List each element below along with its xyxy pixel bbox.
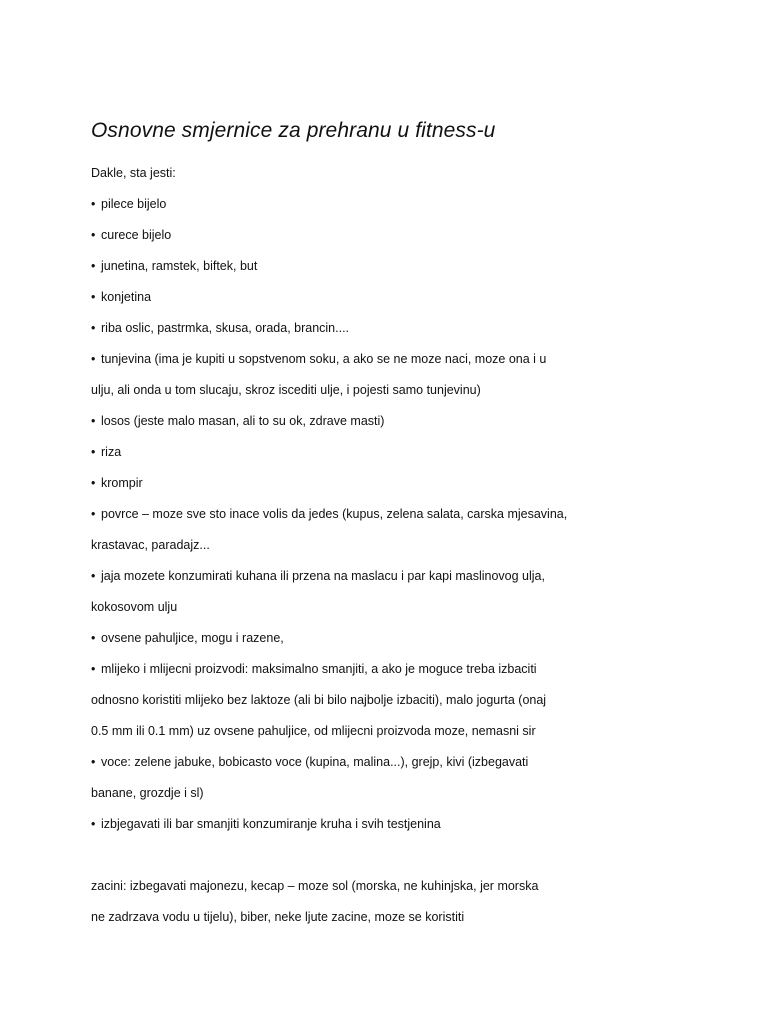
bullet-icon: • xyxy=(91,569,96,583)
list-item-text: curece bijelo xyxy=(101,228,172,242)
list-item-text: krompir xyxy=(101,476,143,490)
list-item-continuation xyxy=(91,685,691,716)
list-item-text: voce: zelene jabuke, bobicasto voce (kupina, malina...), grejp, kivi (izbegavati xyxy=(101,755,529,769)
bullet-icon: • xyxy=(91,445,96,459)
list-item-text: odnosno koristiti mlijeko bez laktoze (ali bi bilo najbolje izbaciti), malo jogurta (onaj xyxy=(91,693,547,707)
paragraph-line: ne zadrzava vodu u tijelu), biber, neke ljute zacine, moze se koristiti xyxy=(91,910,465,924)
list-item xyxy=(91,313,691,344)
list-item-text: 0.5 mm ili 0.1 mm) uz ovsene pahuljice, od mlijecni proizvoda moze, nemasni sir xyxy=(91,724,536,738)
bullet-icon: • xyxy=(91,476,96,490)
list-item-continuation xyxy=(91,375,691,406)
list-item-text: konjetina xyxy=(101,290,152,304)
bullet-icon: • xyxy=(91,817,96,831)
bullet-icon: • xyxy=(91,662,96,676)
list-item-continuation xyxy=(91,778,691,809)
list-item-text: ulju, ali onda u tom slucaju, skroz iscediti ulje, i pojesti samo tunjevinu) xyxy=(91,383,481,397)
list-item xyxy=(91,468,691,499)
list-item xyxy=(91,654,691,685)
spacer xyxy=(91,840,691,871)
list-item-text: krastavac, paradajz... xyxy=(91,538,210,552)
list-item-text: izbjegavati ili bar smanjiti konzumiranje kruha i svih testjenina xyxy=(101,817,441,831)
list-item xyxy=(91,189,691,220)
list-item xyxy=(91,282,691,313)
bullet-icon: • xyxy=(91,755,96,769)
bullet-icon: • xyxy=(91,352,96,366)
bullet-icon: • xyxy=(91,631,96,645)
list-item-text: jaja mozete konzumirati kuhana ili przena na maslacu i par kapi maslinovog ulja, xyxy=(101,569,545,583)
list-item xyxy=(91,809,691,840)
list-item-text: kokosovom ulju xyxy=(91,600,178,614)
bullet-icon: • xyxy=(91,414,96,428)
list-item-text: pilece bijelo xyxy=(101,197,167,211)
bullet-icon: • xyxy=(91,290,96,304)
list-item xyxy=(91,251,691,282)
list-item xyxy=(91,747,691,778)
spices-paragraph xyxy=(91,871,691,933)
bullet-icon: • xyxy=(91,259,96,273)
list-item-text: banane, grozdje i sl) xyxy=(91,786,204,800)
list-item-continuation xyxy=(91,530,691,561)
list-item-text: losos (jeste malo masan, ali to su ok, zdrave masti) xyxy=(101,414,385,428)
list-item xyxy=(91,437,691,468)
list-item xyxy=(91,499,691,530)
bullet-icon: • xyxy=(91,228,96,242)
list-item-text: junetina, ramstek, biftek, but xyxy=(101,259,258,273)
list-item xyxy=(91,344,691,375)
bullet-icon: • xyxy=(91,197,96,211)
page-title: Osnovne smjernice za prehranu u fitness-u xyxy=(91,119,496,142)
list-item-text: povrce – moze sve sto inace volis da jedes (kupus, zelena salata, carska mjesavina, xyxy=(101,507,568,521)
list-item xyxy=(91,561,691,592)
list-item-text: mlijeko i mlijecni proizvodi: maksimalno smanjiti, a ako je moguce treba izbaciti xyxy=(101,662,537,676)
list-item-text: ovsene pahuljice, mogu i razene, xyxy=(101,631,284,645)
bullet-icon: • xyxy=(91,321,96,335)
intro-text: Dakle, sta jesti: xyxy=(91,166,176,180)
list-item xyxy=(91,220,691,251)
paragraph-line: zacini: izbegavati majonezu, kecap – moze sol (morska, ne kuhinjska, jer morska xyxy=(91,879,539,893)
food-list xyxy=(91,189,691,840)
document-page xyxy=(91,116,691,933)
list-item-continuation xyxy=(91,716,691,747)
list-item xyxy=(91,623,691,654)
list-item-continuation xyxy=(91,592,691,623)
list-item-text: tunjevina (ima je kupiti u sopstvenom soku, a ako se ne moze naci, moze ona i u xyxy=(101,352,547,366)
list-item xyxy=(91,406,691,437)
list-item-text: riza xyxy=(101,445,122,459)
bullet-icon: • xyxy=(91,507,96,521)
list-item-text: riba oslic, pastrmka, skusa, orada, brancin.... xyxy=(101,321,350,335)
